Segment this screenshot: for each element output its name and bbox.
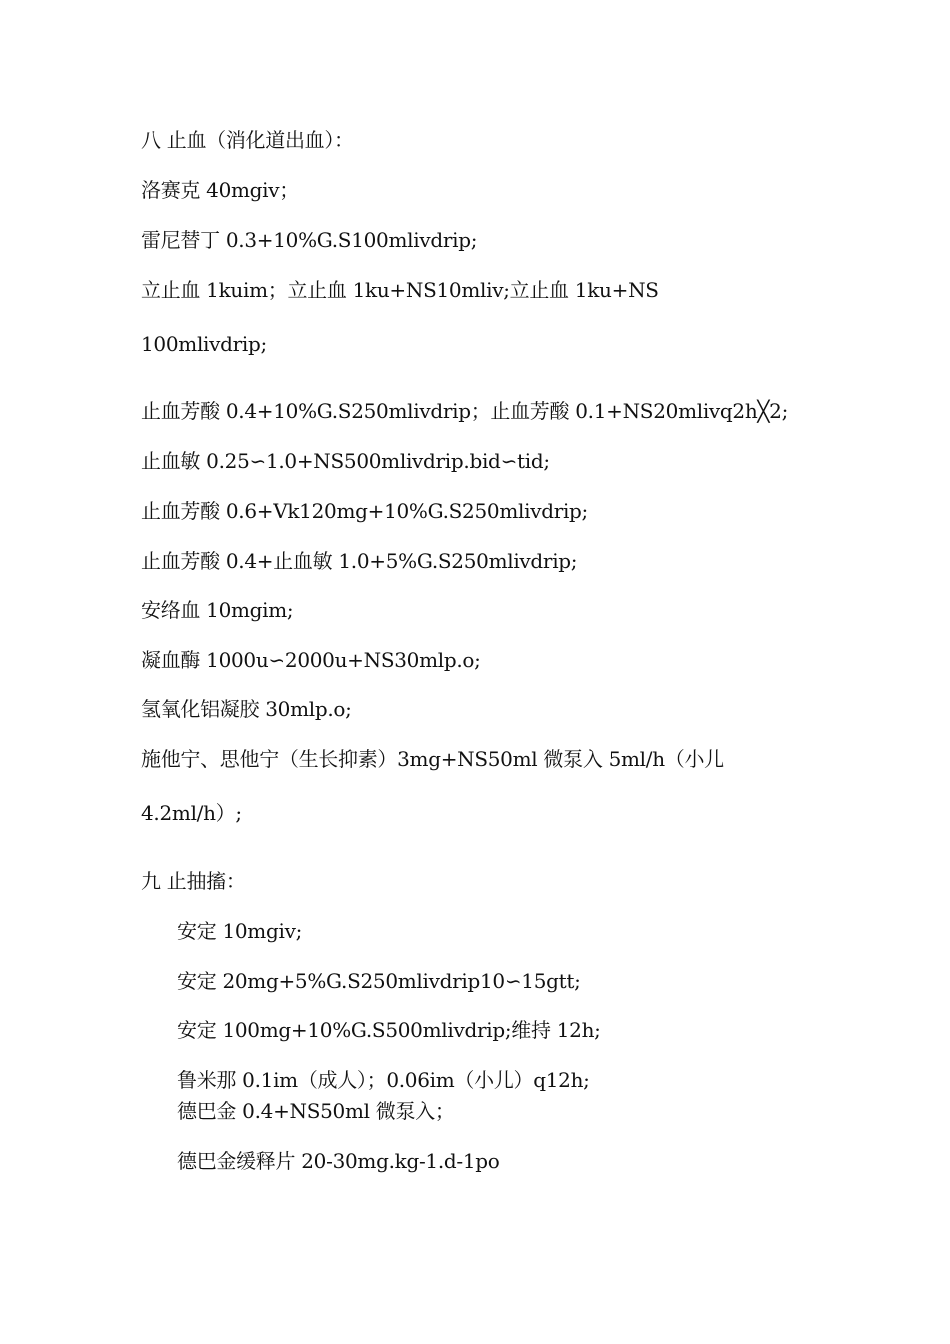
- text-line: 德巴金缓释片 20-30mg.kg-1.d-1po: [177, 1149, 500, 1173]
- text-line: 雷尼替丁 0.3+10%G.S100mlivdrip;: [141, 228, 478, 252]
- text-line: 氢氧化铝凝胶 30mlp.o;: [141, 697, 352, 721]
- section-8-heading: 八 止血（消化道出血）：: [141, 128, 354, 152]
- text-line: 止血敏 0.25∽1.0+NS500mlivdrip.bid∽tid;: [141, 449, 550, 473]
- text-line: 安定 10mgiv;: [177, 919, 303, 943]
- text-line: 止血芳酸 0.6+Vk120mg+10%G.S250mlivdrip;: [141, 499, 588, 523]
- text-line: 安络血 10mgim;: [141, 598, 294, 622]
- text-line: 德巴金 0.4+NS50ml 微泵入；: [177, 1099, 455, 1123]
- text-line: 止血芳酸 0.4+10%G.S250mlivdrip；止血芳酸 0.1+NS20mlivq2h╳2;: [141, 399, 789, 423]
- text-line: 凝血酶 1000u∽2000u+NS30mlp.o;: [141, 648, 481, 672]
- text-line: 安定 100mg+10%G.S500mlivdrip;维持 12h;: [177, 1018, 601, 1042]
- text-line: 安定 20mg+5%G.S250mlivdrip10∽15gtt;: [177, 969, 581, 993]
- section-9-heading: 九 止抽搐：: [141, 869, 246, 893]
- text-line: 施他宁、思他宁（生长抑素）3mg+NS50ml 微泵入 5ml/h（小儿: [141, 747, 724, 771]
- text-line: 100mlivdrip;: [141, 332, 267, 356]
- text-line: 洛赛克 40mgiv；: [141, 178, 299, 202]
- text-line: 止血芳酸 0.4+止血敏 1.0+5%G.S250mlivdrip;: [141, 549, 578, 573]
- text-line: 鲁米那 0.1im（成人）；0.06im（小儿）q12h;: [177, 1068, 590, 1092]
- text-line: 立止血 1kuim；立止血 1ku+NS10mliv;立止血 1ku+NS: [141, 278, 659, 302]
- text-line: 4.2ml/h）;: [141, 801, 242, 825]
